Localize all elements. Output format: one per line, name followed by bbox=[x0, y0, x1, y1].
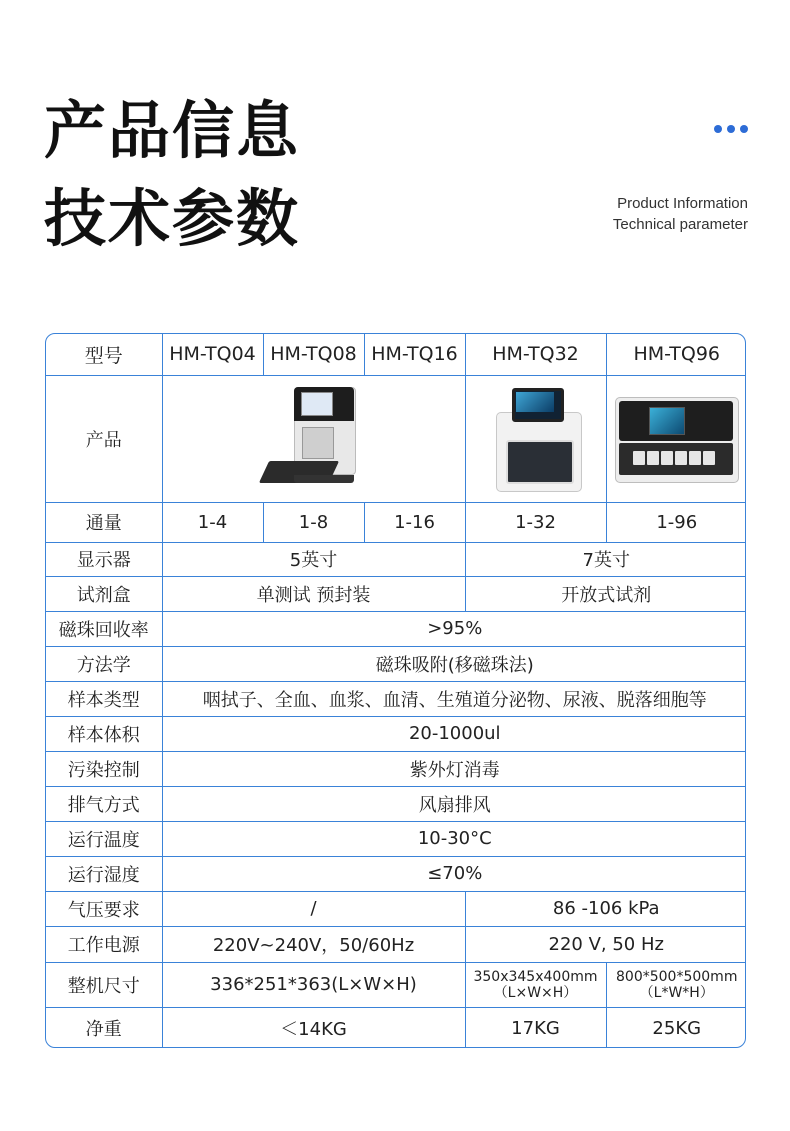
label-model: 型号 bbox=[46, 334, 162, 375]
row-weight bbox=[46, 1007, 746, 1048]
cell: 1-8 bbox=[263, 502, 364, 542]
cell: 25KG bbox=[606, 1007, 746, 1048]
cell: 1-32 bbox=[465, 502, 606, 542]
size-tq96-unit: （L*W*H） bbox=[639, 984, 714, 1001]
size-tq32-dims: 350x345x400mm bbox=[473, 968, 598, 985]
label-weight: 净重 bbox=[46, 1007, 162, 1048]
row-model bbox=[46, 334, 746, 375]
model-tq32: HM-TQ32 bbox=[465, 334, 606, 375]
label-pressure: 气压要求 bbox=[46, 891, 162, 926]
cell: 20-1000ul bbox=[162, 716, 746, 751]
row-pressure bbox=[46, 891, 746, 926]
row-exhaust bbox=[46, 786, 746, 821]
extractor-tq32-image bbox=[488, 384, 584, 494]
row-product bbox=[46, 375, 746, 502]
dot bbox=[714, 125, 722, 133]
model-tq08: HM-TQ08 bbox=[263, 334, 364, 375]
cell: 86 -106 kPa bbox=[465, 891, 746, 926]
label-size: 整机尺寸 bbox=[46, 962, 162, 1007]
cell: >95% bbox=[162, 611, 746, 646]
label-sample-volume: 样本体积 bbox=[46, 716, 162, 751]
label-temperature: 运行温度 bbox=[46, 821, 162, 856]
label-exhaust: 排气方式 bbox=[46, 786, 162, 821]
spec-table bbox=[45, 333, 746, 1048]
cell: 336*251*363(L×W×H) bbox=[162, 962, 465, 1007]
cell: / bbox=[162, 891, 465, 926]
label-throughput: 通量 bbox=[46, 502, 162, 542]
label-sample-type: 样本类型 bbox=[46, 681, 162, 716]
label-recovery: 磁珠回收率 bbox=[46, 611, 162, 646]
label-display: 显示器 bbox=[46, 542, 162, 576]
label-reagent: 试剂盒 bbox=[46, 576, 162, 611]
cell: 单测试 预封装 bbox=[162, 576, 465, 611]
dot bbox=[740, 125, 748, 133]
cell: 磁珠吸附(移磁珠法) bbox=[162, 646, 746, 681]
extractor-tq96-image bbox=[615, 393, 739, 485]
row-throughput bbox=[46, 502, 746, 542]
label-contamination: 污染控制 bbox=[46, 751, 162, 786]
cell-size-tq32 bbox=[465, 962, 606, 1007]
row-recovery bbox=[46, 611, 746, 646]
cell: 220 V, 50 Hz bbox=[465, 926, 746, 962]
size-tq32-unit: （L×W×H） bbox=[493, 984, 578, 1001]
cell: 1-96 bbox=[606, 502, 746, 542]
row-sample-type bbox=[46, 681, 746, 716]
title-technical-parameters: 技术参数 bbox=[44, 182, 301, 255]
cell: 1-4 bbox=[162, 502, 263, 542]
cell: 咽拭子、全血、血浆、血清、生殖道分泌物、尿液、脱落细胞等 bbox=[162, 681, 746, 716]
product-image-tq32 bbox=[465, 375, 606, 502]
cell: ≤70% bbox=[162, 856, 746, 891]
label-humidity: 运行湿度 bbox=[46, 856, 162, 891]
label-method: 方法学 bbox=[46, 646, 162, 681]
size-tq96-dims: 800*500*500mm bbox=[616, 968, 738, 985]
cell: 10-30°C bbox=[162, 821, 746, 856]
label-product: 产品 bbox=[46, 375, 162, 502]
title-product-info: 产品信息 bbox=[44, 94, 301, 167]
extractor-small-image bbox=[264, 383, 364, 495]
row-temperature bbox=[46, 821, 746, 856]
model-tq16: HM-TQ16 bbox=[364, 334, 465, 375]
cell: 17KG bbox=[465, 1007, 606, 1048]
more-dots-icon bbox=[714, 125, 748, 133]
row-contamination bbox=[46, 751, 746, 786]
cell: 5英寸 bbox=[162, 542, 465, 576]
row-size bbox=[46, 962, 746, 1007]
product-image-small bbox=[162, 375, 465, 502]
label-power: 工作电源 bbox=[46, 926, 162, 962]
cell: 7英寸 bbox=[465, 542, 746, 576]
cell: 开放式试剂 bbox=[465, 576, 746, 611]
row-sample-volume bbox=[46, 716, 746, 751]
model-tq04: HM-TQ04 bbox=[162, 334, 263, 375]
row-power bbox=[46, 926, 746, 962]
subtitle-product-information: Product Information bbox=[617, 195, 748, 212]
cell-size-tq96 bbox=[606, 962, 746, 1007]
row-method bbox=[46, 646, 746, 681]
cell: 紫外灯消毒 bbox=[162, 751, 746, 786]
cell: 1-16 bbox=[364, 502, 465, 542]
subtitle-technical-parameter: Technical parameter bbox=[612, 216, 748, 233]
dot bbox=[727, 125, 735, 133]
row-humidity bbox=[46, 856, 746, 891]
product-image-tq96 bbox=[606, 375, 746, 502]
model-tq96: HM-TQ96 bbox=[606, 334, 746, 375]
row-display bbox=[46, 542, 746, 576]
cell: ＜14KG bbox=[162, 1007, 465, 1048]
cell: 220V~240V，50/60Hz bbox=[162, 926, 465, 962]
row-reagent bbox=[46, 576, 746, 611]
cell: 风扇排风 bbox=[162, 786, 746, 821]
